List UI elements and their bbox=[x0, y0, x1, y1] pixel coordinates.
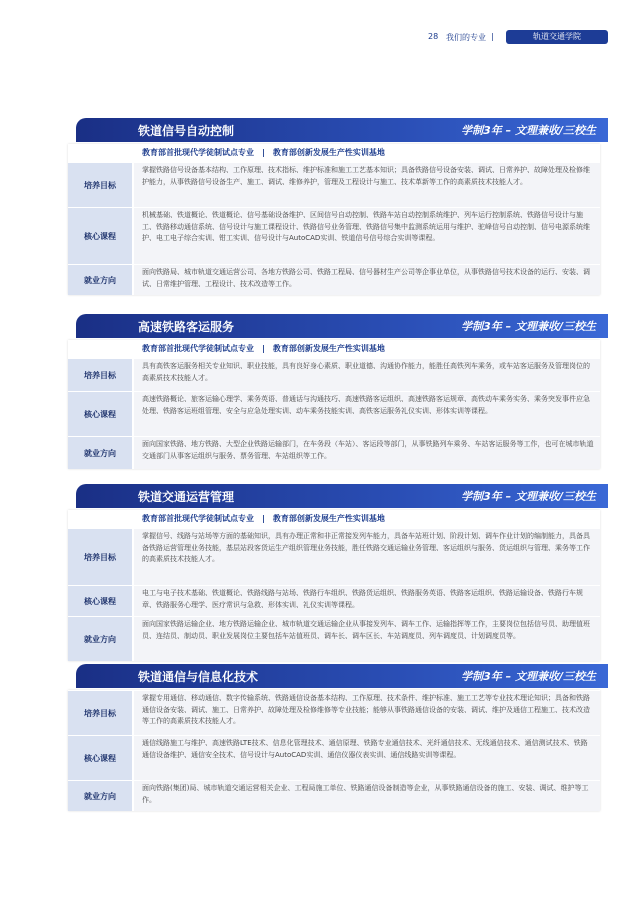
info-row bbox=[68, 436, 600, 469]
major-name: 铁道通信与信息化技术 bbox=[138, 670, 259, 684]
row-content: 面向国家铁路、地方铁路、大型企业铁路运输部门，在车务段（车站）、客运段等部门，从事铁路列车乘务、车站客运服务等工作，也可在城市轨道交通部门从事客运组织与服务、票务管理、车站组织等工作。 bbox=[134, 437, 600, 469]
major-meta: 学制3年 – 文理兼收/三校生 bbox=[461, 320, 596, 333]
major-card bbox=[68, 690, 600, 811]
row-content: 高速铁路概论、旅客运输心理学、乘务英语、普通话与沟通技巧、高速铁路客运组织、高速铁路客运规章、高铁动车乘务实务、乘务突发事件应急处理、铁路客运班组管理、安全与应急处理实训、动车乘务技能实训、高铁客运服务礼仪实训、形体实训等课程。 bbox=[134, 392, 600, 436]
major-section-2 bbox=[68, 314, 600, 469]
tag-apprenticeship: 教育部首批现代学徒制试点专业 bbox=[142, 148, 254, 157]
row-label: 培养目标 bbox=[68, 359, 132, 391]
row-label: 核心课程 bbox=[68, 736, 132, 780]
row-content: 掌握铁路信号设备基本结构、工作原理、技术指标、维护标准和施工工艺基本知识；具备铁路信号设备安装、调试、日常养护、故障处理及检修维护能力，从事铁路信号设备生产、施工、调试、维修养护，管理及工程设计与施工、技术革新等工作的高素质技术技能人才。 bbox=[134, 163, 600, 207]
major-card bbox=[68, 510, 600, 661]
info-row bbox=[68, 690, 600, 735]
info-row bbox=[68, 616, 600, 661]
row-content: 掌握专用通信、移动通信、数字传输系统、铁路通信设备基本结构、工作原理、技术条件、维护标准、施工工艺等专业技术理论知识；具备和铁路通信设备安装、调试、施工、日常养护、故障处理及检修维修等专业技能；能够从事铁路通信设备的安装、调试、维护及通信工程施工、技术改造等工作的高素质技术技能人才。 bbox=[134, 691, 600, 735]
row-label: 培养目标 bbox=[68, 529, 132, 585]
major-title-bar bbox=[76, 118, 608, 142]
row-label: 核心课程 bbox=[68, 392, 132, 436]
major-meta: 学制3年 – 文理兼收/三校生 bbox=[461, 490, 596, 503]
page-number: 28 bbox=[428, 32, 439, 41]
info-row bbox=[68, 780, 600, 811]
info-row bbox=[68, 735, 600, 780]
info-row bbox=[68, 358, 600, 391]
info-row bbox=[68, 162, 600, 207]
row-label: 核心课程 bbox=[68, 208, 132, 264]
major-name: 高速铁路客运服务 bbox=[138, 320, 235, 334]
row-content: 面向国家铁路运输企业、地方铁路运输企业、城市轨道交通运输企业从事接发列车、调车工作、运输指挥等工作，主要岗位包括信号员、助理值班员、连结员、制动员、职业发展岗位主要包括车站值班员、调车长、调车区长、车站调度员、列车调度员、计划调度员等。 bbox=[134, 617, 600, 661]
page-header bbox=[0, 30, 640, 50]
row-label: 培养目标 bbox=[68, 691, 132, 735]
major-name: 铁道信号自动控制 bbox=[138, 124, 235, 138]
major-section-4 bbox=[68, 664, 600, 811]
page-title: 我们的专业 bbox=[446, 33, 486, 42]
major-card bbox=[68, 340, 600, 469]
tag-separator: | bbox=[262, 514, 265, 523]
major-card bbox=[68, 144, 600, 295]
row-label: 就业方向 bbox=[68, 617, 132, 661]
major-title-bar bbox=[76, 314, 608, 338]
major-title-bar bbox=[76, 484, 608, 508]
info-row bbox=[68, 207, 600, 264]
major-section-3 bbox=[68, 484, 600, 661]
major-meta: 学制3年 – 文理兼收/三校生 bbox=[461, 124, 596, 137]
row-label: 就业方向 bbox=[68, 437, 132, 469]
major-tags bbox=[68, 510, 600, 528]
major-tags bbox=[68, 144, 600, 162]
row-content: 面向铁路局、城市轨道交通运营公司、各地方铁路公司、铁路工程局、信号器材生产公司等企事业单位，从事铁路信号技术设备的运行、安装、调试、日常维护管理、工程设计、技术改造等工作。 bbox=[134, 265, 600, 295]
major-meta: 学制3年 – 文理兼收/三校生 bbox=[461, 670, 596, 683]
college-badge: 轨道交通学院 bbox=[506, 30, 608, 44]
row-label: 就业方向 bbox=[68, 265, 132, 295]
row-label: 培养目标 bbox=[68, 163, 132, 207]
major-name: 铁道交通运营管理 bbox=[138, 490, 235, 504]
row-label: 就业方向 bbox=[68, 781, 132, 811]
tag-training-base: 教育部创新发展生产性实训基地 bbox=[272, 514, 385, 523]
tag-apprenticeship: 教育部首批现代学徒制试点专业 bbox=[142, 344, 254, 353]
major-title-bar bbox=[76, 664, 608, 688]
major-section-1 bbox=[68, 118, 600, 295]
row-content: 机械基础、铁道概论、铁道概论、信号基础设备维护、区间信号自动控制、铁路车站自动控制系统维护、列车运行控制系统、铁路信号设计与施工、铁路移动通信系统、信号设计与施工课程设计、铁路信号业务管理、铁路信号集中监测系统运用与维护、驼峰信号自动控制、信号电源系统维护、电工电子综合实训、钳工实训、信号设计与AutoCAD实训、铁道信号信号综合实训等课程。 bbox=[134, 208, 600, 264]
tag-training-base: 教育部创新发展生产性实训基地 bbox=[272, 148, 385, 157]
tag-separator: | bbox=[262, 344, 265, 353]
tag-apprenticeship: 教育部首批现代学徒制试点专业 bbox=[142, 514, 254, 523]
info-row bbox=[68, 264, 600, 295]
info-row bbox=[68, 528, 600, 585]
row-content: 电工与电子技术基础、铁道概论、铁路线路与站场、铁路行车组织、铁路货运组织、铁路服务英语、铁路客运组织、铁路运输设备、铁路行车规章、铁路服务心理学、医疗常识与急救、形体实训、礼仪实训等课程。 bbox=[134, 586, 600, 616]
row-content: 通信线路施工与维护、高速铁路LTE技术、信息化管理技术、通信原理、铁路专业通信技术、光纤通信技术、无线通信技术、通信测试技术、铁路通信设备维护、通信安全技术、信号设计与AutoCAD实训、通信仪器仪表实训、通信线路实训等课程。 bbox=[134, 736, 600, 780]
info-row bbox=[68, 391, 600, 436]
header-separator: | bbox=[491, 32, 494, 41]
tag-training-base: 教育部创新发展生产性实训基地 bbox=[272, 344, 385, 353]
row-content: 具有高铁客运服务相关专业知识、职业技能，具有良好身心素质、职业道德、沟通协作能力，能胜任高铁列车乘务，或车站客运服务及管理岗位的高素质技术技能人才。 bbox=[134, 359, 600, 391]
tag-separator: | bbox=[262, 148, 265, 157]
row-content: 掌握信号、线路与站场等方面的基础知识，具有办理正常和非正常接发列车能力，具备车站班计划、阶段计划、调车作业计划的编制能力，具备具备铁路运营管理业务技能，基层站段客货运生产组织管理业务技能，胜任铁路交通运输业务管理、客运组织与服务、货运组织与管理、乘务等工作的高素质技术技能人才。 bbox=[134, 529, 600, 585]
info-row bbox=[68, 585, 600, 616]
row-label: 核心课程 bbox=[68, 586, 132, 616]
major-tags bbox=[68, 340, 600, 358]
row-content: 面向铁路(集团)局、城市轨道交通运营相关企业、工程局施工单位、铁路通信设备制造等企业，从事铁路通信设备的施工、安装、调试、维护等工作。 bbox=[134, 781, 600, 811]
